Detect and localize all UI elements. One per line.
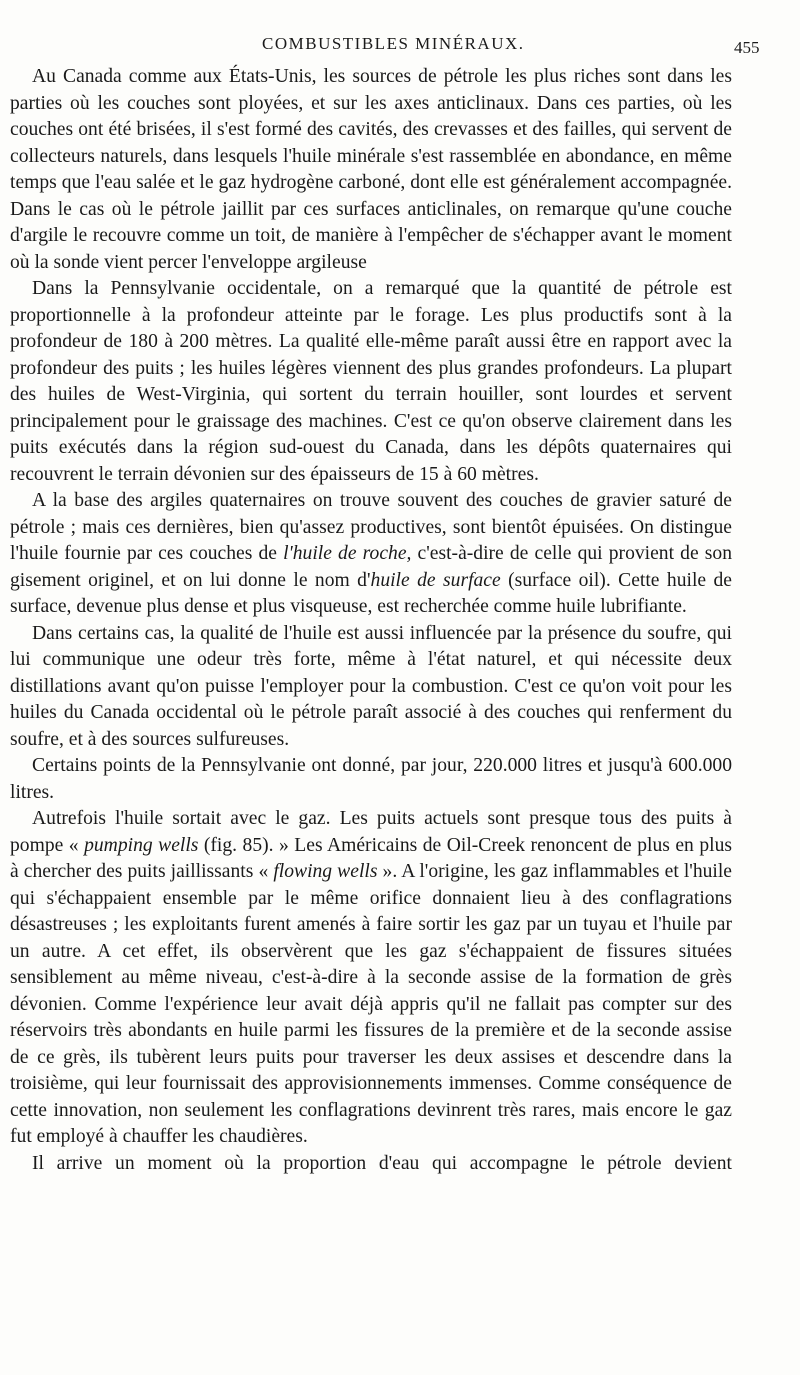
paragraph-water-proportion xyxy=(10,1151,732,1178)
paragraph-daily-output xyxy=(10,753,732,806)
paragraph-pennsylvanie-depth xyxy=(10,276,732,488)
body-text xyxy=(10,64,732,1177)
italic-term: l'huile de roche, xyxy=(283,543,412,564)
text-span: Dans la Pennsylvanie occidentale, on a remarqué que la quantité de pétrole est proportionnelle à la profondeur atteinte par le forage. Les plus productifs sont à la profondeur de 180 à 200 mètres. La qualité elle-même paraît aussi être en rapport avec la profondeur des puits ; les huiles légères viennent des plus grandes profondeurs. La plupart des huiles de West-Virginia, qui sortent du terrain houiller, sont lourdes et servent principalement pour le graissage des machines. C'est ce qu'on observe clairement dans les puits exécutés dans la région sud-ouest du Canada, dans les dépôts quaternaires qui recouvrent le terrain dévonien sur des épaisseurs de 15 à 60 mètres. xyxy=(10,278,732,485)
text-span: ». A l'origine, les gaz inflammables et l'huile qui s'échappaient ensemble par le même orifice donnaient lieu à des conflagrations désastreuses ; les exploitants furent amenés à faire sortir les gaz par un tuyau et l'huile par un autre. A cet effet, ils observèrent que les gaz s'échappaient de fissures situées sensiblement au même niveau, c'est-à-dire à la seconde assise de la formation de grès dévonien. Comme l'expérience leur avait déjà appris qu'il ne fallait pas compter sur des réservoirs très abondants en huile parmi les fissures de la première et de la seconde assise de ce grès, ils tubèrent leurs puits pour traverser les deux assises et descendre dans la troisième, qui leur fournissait des approvisionnements immenses. Comme conséquence de cette innovation, non seulement les conflagrations devinrent très rares, mais encore le gaz fut employé à chauffer les chaudières. xyxy=(10,861,732,1147)
text-span: Certains points de la Pennsylvanie ont donné, par jour, 220.000 litres et jusqu'à 600.000 litres. xyxy=(10,755,732,803)
italic-term: huile de surface xyxy=(370,569,501,591)
text-span: c'est-à-dire de celle qui provient de son gisement originel, et on lui donne le nom d' xyxy=(10,543,732,591)
paragraph-sulfur xyxy=(10,621,732,754)
text-span: (surface oil). Cette huile de surface, devenue plus dense et plus visqueuse, est recherchée comme huile lubrifiante. xyxy=(10,569,732,617)
text-span: (fig. 85). » Les Américains de Oil-Creek renoncent de plus en plus à chercher des puits jaillissants « xyxy=(10,834,732,882)
paragraph-surface-oil xyxy=(10,488,732,621)
text-span: Il arrive un moment où la proportion d'eau qui accompagne le pétrole devient xyxy=(32,1152,732,1174)
running-title: COMBUSTIBLES MINÉRAUX. xyxy=(262,34,525,53)
paragraph-pumping-wells xyxy=(10,806,732,1151)
italic-term: flowing wells xyxy=(273,861,378,882)
text-span: A la base des argiles quaternaires on trouve souvent des couches de gravier saturé de pétrole ; mais ces dernières, bien qu'assez productives, sont bientôt épuisées. On distingue l'huile fournie par ces couches de xyxy=(10,490,732,564)
running-head xyxy=(0,34,800,58)
page-number: 455 xyxy=(734,38,760,57)
text-span: Dans certains cas, la qualité de l'huile est aussi influencée par la présence du soufre, qui lui communique une odeur très forte, même à l'état naturel, et qui nécessite deux distillations avant qu'on puisse l'employer pour la combustion. C'est ce qu'on voit pour les huiles du Canada occidental où le pétrole paraît associé à des couches qui renferment du soufre, et à des sources sulfureuses. xyxy=(10,622,732,750)
text-span: Autrefois l'huile sortait avec le gaz. Les puits actuels sont presque tous des puits à pompe « xyxy=(10,808,732,856)
paragraph-canada-sources xyxy=(10,64,732,276)
text-span: Au Canada comme aux États-Unis, les sources de pétrole les plus riches sont dans les parties où les couches sont ployées, et sur les axes anticlinaux. Dans ces parties, où les couches ont été brisées, il s'est formé des cavités, des crevasses et des failles, qui servent de collecteurs naturels, dans lesquels l'huile minérale s'est rassemblée en abondance, en même temps que l'eau salée et le gaz hydrogène carboné, dont elle est généralement accompagnée. Dans le cas où le pétrole jaillit par ces surfaces anticlinales, on remarque qu'une couche d'argile le recouvre comme un toit, de manière à l'empêcher de s'échapper avant le moment où la sonde vient percer l'enveloppe argileuse xyxy=(10,66,732,273)
italic-term: pumping wells xyxy=(84,834,199,856)
